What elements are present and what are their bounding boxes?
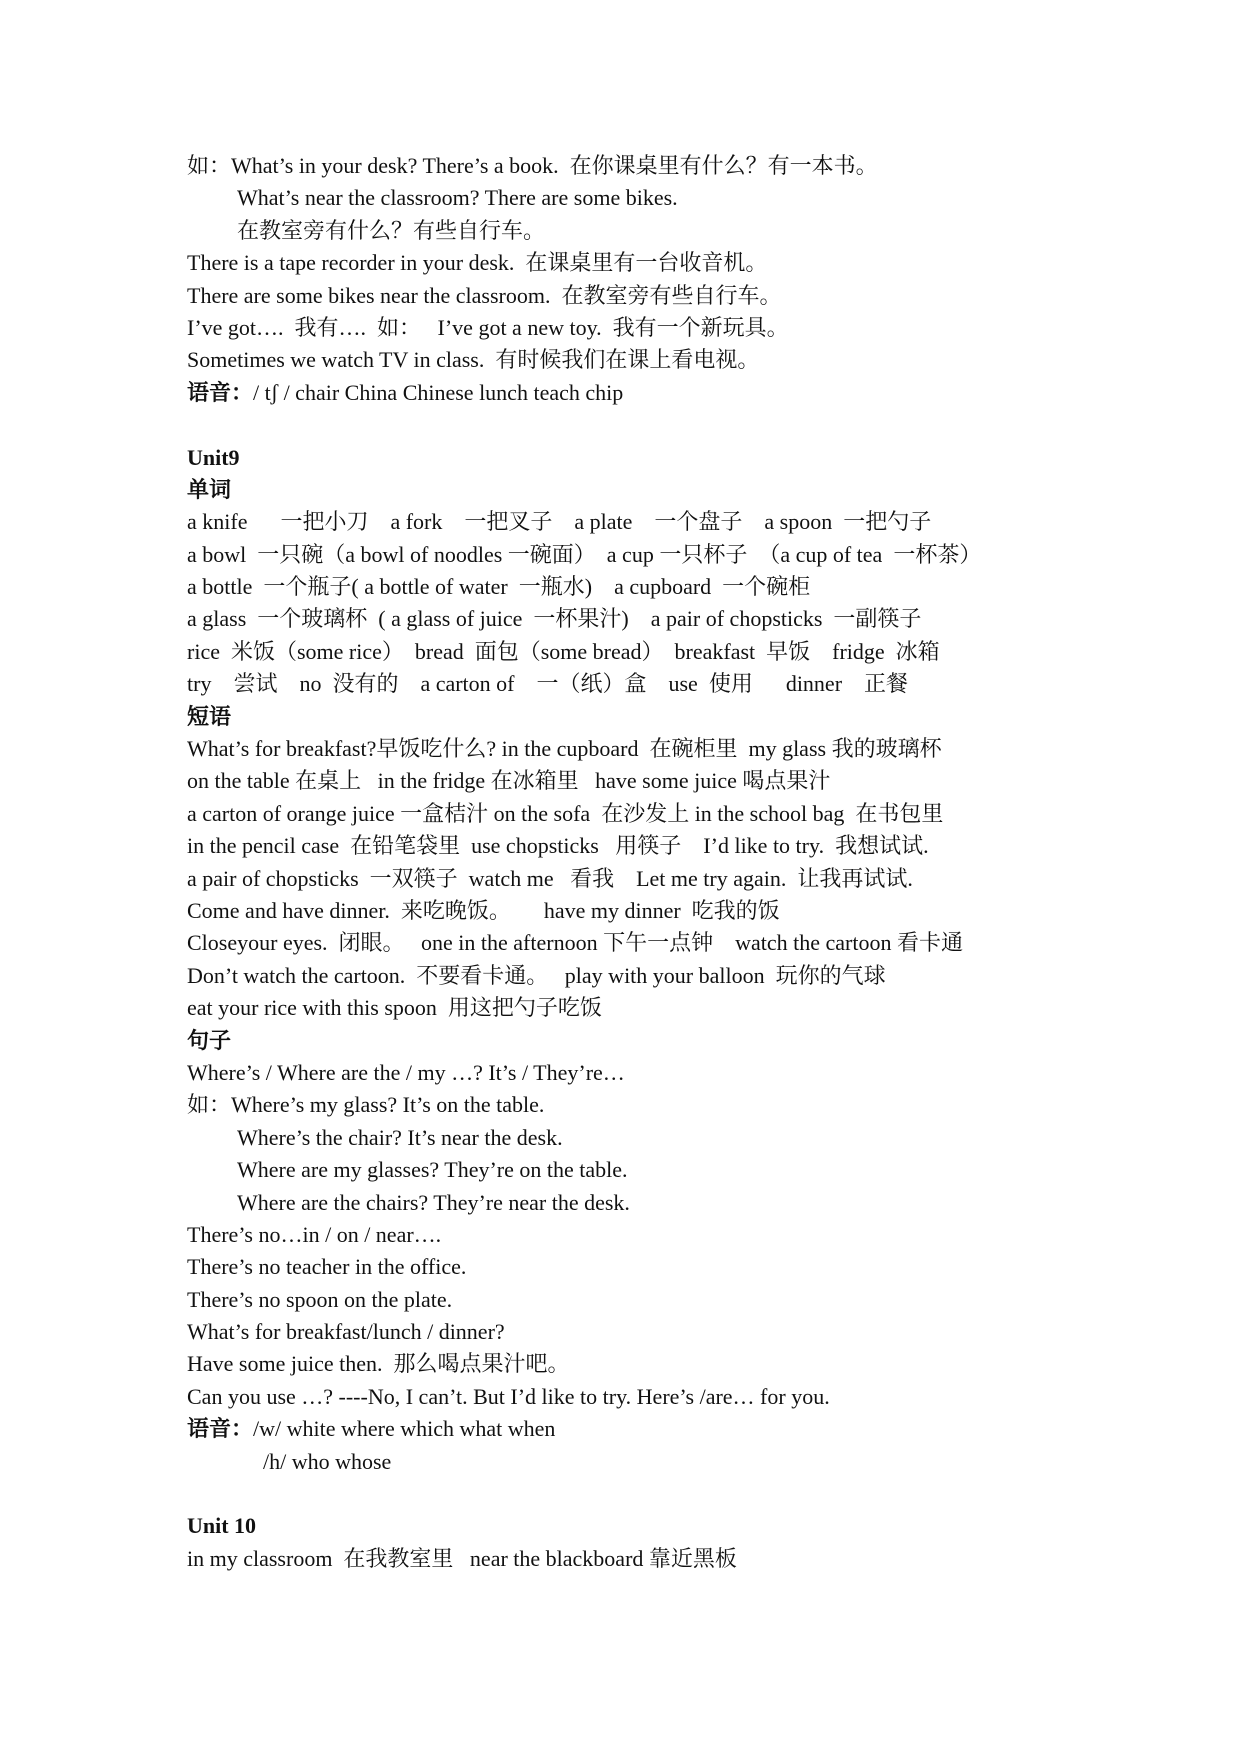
example-line: What’s near the classroom? There are some bikes. bbox=[237, 185, 678, 211]
phrase-line: a carton of orange juice 一盒桔汁 on the sofa 在沙发上 in the school bag 在书包里 bbox=[187, 800, 944, 826]
phonics-line bbox=[187, 377, 1187, 409]
example-line: Where are the chairs? They’re near the desk. bbox=[237, 1189, 630, 1215]
sentence-line: I’ve got…. 我有…. 如： I’ve got a new toy. 我有一个新玩具。 bbox=[187, 314, 789, 340]
phonics-label: 语音： bbox=[187, 379, 254, 405]
word-line: rice 米饭（some rice） bread 面包（some bread） breakfast 早饭 fridge 冰箱 bbox=[187, 638, 940, 664]
phrase-line: Come and have dinner. 来吃晚饭。 have my dinner 吃我的饭 bbox=[187, 897, 780, 923]
word-line: a bowl 一只碗（a bowl of noodles 一碗面） a cup 一只杯子 （a cup of tea 一杯茶） bbox=[187, 541, 982, 567]
unit-title: Unit 10 bbox=[187, 1513, 257, 1539]
sentence-line: Can you use …? ----No, I can’t. But I’d like to try. Here’s /are… for you. bbox=[187, 1383, 830, 1409]
spacer bbox=[187, 1478, 1187, 1510]
sentence-line: There’s no teacher in the office. bbox=[187, 1254, 467, 1280]
sentence-line: Sometimes we watch TV in class. 有时候我们在课上看电视。 bbox=[187, 347, 760, 373]
example-line: Where are my glasses? They’re on the table. bbox=[237, 1157, 628, 1183]
sentence-line: There is a tape recorder in your desk. 在课桌里有一台收音机。 bbox=[187, 250, 768, 276]
phrase-line: a pair of chopsticks 一双筷子 watch me 看我 Let me try again. 让我再试试. bbox=[187, 865, 913, 891]
phrase-line: What’s for breakfast?早饭吃什么? in the cupboard 在碗柜里 my glass 我的玻璃杯 bbox=[187, 736, 942, 762]
phonics-text: / tʃ / chair China Chinese lunch teach chip bbox=[253, 379, 624, 405]
phonics-label: 语音： bbox=[187, 1416, 254, 1442]
phrase-line: Don’t watch the cartoon. 不要看卡通。 play with your balloon 玩你的气球 bbox=[187, 962, 886, 988]
sentence-line: Where’s / Where are the / my …? It’s / They’re… bbox=[187, 1059, 625, 1085]
phrase-line: on the table 在桌上 in the fridge 在冰箱里 have some juice 喝点果汁 bbox=[187, 768, 831, 794]
phrase-line: eat your rice with this spoon 用这把勺子吃饭 bbox=[187, 995, 602, 1021]
phonics-text: /w/ white where which what when bbox=[253, 1416, 556, 1442]
spacer bbox=[187, 409, 1187, 441]
word-line: a knife 一把小刀 a fork 一把叉子 a plate 一个盘子 a spoon 一把勺子 bbox=[187, 509, 932, 535]
document-page bbox=[187, 150, 1187, 1575]
unit-title: Unit9 bbox=[187, 444, 240, 470]
sentence-line: There’s no spoon on the plate. bbox=[187, 1286, 453, 1312]
example-line: 在教室旁有什么？有些自行车。 bbox=[237, 217, 546, 243]
example-line: Where’s the chair? It’s near the desk. bbox=[237, 1124, 563, 1150]
example-line: 如：What’s in your desk? There’s a book. 在你课桌里有什么？有一本书。 bbox=[187, 153, 878, 178]
sentence-line: 如：Where’s my glass? It’s on the table. bbox=[187, 1092, 545, 1118]
word-line: try 尝试 no 没有的 a carton of 一（纸）盒 use 使用 dinner 正餐 bbox=[187, 671, 909, 697]
phrase-line: Closeyour eyes. 闭眼。 one in the afternoon 下午一点钟 watch the cartoon 看卡通 bbox=[187, 930, 963, 956]
word-line: a glass 一个玻璃杯 ( a glass of juice 一杯果汁) a pair of chopsticks 一副筷子 bbox=[187, 606, 922, 632]
section-heading-sentences: 句子 bbox=[187, 1027, 232, 1053]
section-heading-phrases: 短语 bbox=[187, 703, 232, 729]
sentence-line: Have some juice then. 那么喝点果汁吧。 bbox=[187, 1351, 570, 1377]
sentence-line: What’s for breakfast/lunch / dinner? bbox=[187, 1319, 505, 1345]
phonics-line: /h/ who whose bbox=[263, 1448, 392, 1474]
phrase-line: in my classroom 在我教室里 near the blackboard 靠近黑板 bbox=[187, 1545, 737, 1571]
sentence-line: There’s no…in / on / near…. bbox=[187, 1221, 442, 1247]
section-heading-words: 单词 bbox=[187, 476, 232, 502]
phonics-line bbox=[187, 1413, 1187, 1445]
sentence-line: There are some bikes near the classroom. 在教室旁有些自行车。 bbox=[187, 282, 782, 308]
phrase-line: in the pencil case 在铅笔袋里 use chopsticks 用筷子 I’d like to try. 我想试试. bbox=[187, 833, 929, 859]
word-line: a bottle 一个瓶子( a bottle of water 一瓶水) a cupboard 一个碗柜 bbox=[187, 574, 811, 600]
